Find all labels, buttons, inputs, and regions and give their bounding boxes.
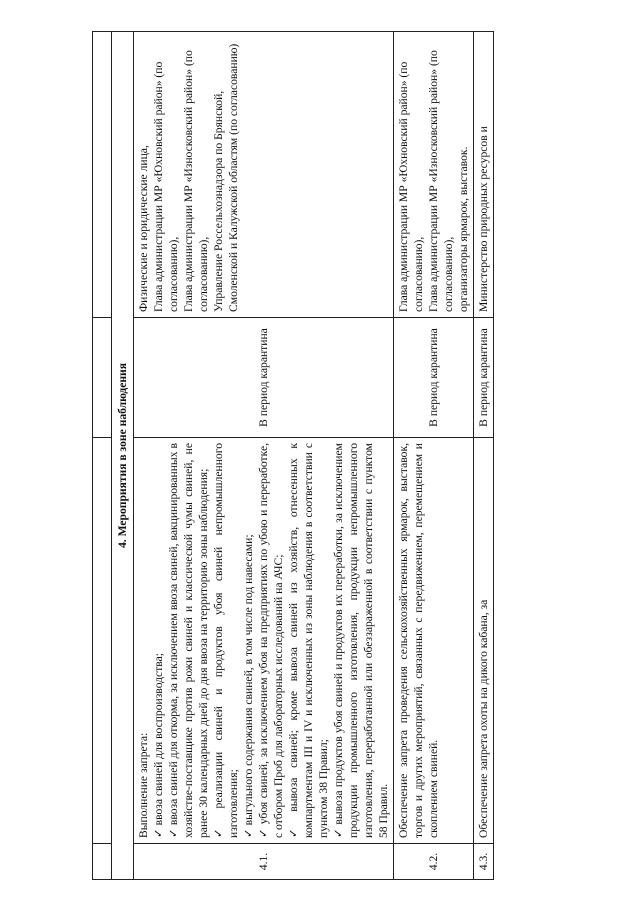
action-line: ✓ вывоза свиней; кроме вывоза свиней из хозяйств, отнесенных к компартментам III и IV и исключенных из зоны наблюдения в соответствии с пунктом 38 Правил; — [287, 443, 330, 838]
rotated-table-sheet — [92, 32, 584, 880]
responsible-line: Физические и юридические лица, — [137, 145, 150, 312]
action-line: ✓ реализации свиней и продуктов убоя свиней непромышленного изготовления; — [212, 443, 240, 838]
action-line: Обеспечение запрета проведения сельскохозяйственных ярмарок, выставок, торгов и других мероприятий, связанных с передвижением, перемещением и скоплением свиней. — [397, 443, 440, 838]
responsible-cell — [134, 32, 394, 318]
action-line: ✓ выгульного содержания свиней, в том числе под навесами; — [242, 534, 255, 838]
table-row — [394, 32, 474, 880]
action-line: Обеспечение запрета охоты на дикого кабана, за — [477, 599, 490, 838]
action-line: ✓ убоя свиней, за исключением убоя на предприятиях по убою и переработке, с отбором Проб для лабораторных исследований на АЧС; — [257, 443, 285, 838]
responsible-line: Глава администрации МР «Юхновский район» (по согласованию), — [397, 61, 425, 312]
responsible-line: Глава администрации МР «Износковский район» (по согласованию), — [182, 50, 210, 312]
action-cell — [394, 438, 474, 844]
term-cell: В период карантина — [134, 318, 394, 438]
action-cell — [134, 438, 394, 844]
action-cell — [474, 438, 494, 844]
action-line: ✓ ввоза свиней для откорма, за исключением ввоза свиней, вакцинированных в хозяйстве-поставщике против рожи свиней и классической чумы свиней, не ранее 30 календарных дней до дня ввоза на территорию зоны наблюдения; — [167, 443, 210, 838]
responsible-line: Глава администрации МР «Износковский район» (по согласованию), — [427, 50, 455, 312]
measures-table — [92, 31, 494, 880]
row-number: 4.1. — [134, 844, 394, 880]
responsible-line: организаторы ярмарок, выставок. — [457, 146, 470, 312]
term-cell: В период карантина — [474, 318, 494, 438]
responsible-line: Глава администрации МР «Юхновский район» (по согласованию), — [152, 61, 180, 312]
section-title: 4. Мероприятия в зоне наблюдения — [112, 32, 134, 880]
action-line: ✓ ввоза свиней для воспроизводства; — [152, 653, 165, 838]
table-row — [134, 32, 394, 880]
action-line: ✓ вывоза продуктов убоя свиней и продуктов их переработки, за исключением продукции промышленного изготовления, продукции непромышленного изготовления, переработанной или обеззараженной в соответствии с пунктом 58 Правил. — [332, 443, 390, 838]
table-row — [474, 32, 494, 880]
term-cell: В период карантина — [394, 318, 474, 438]
action-line: Выполнение запрета: — [137, 732, 150, 838]
row-number: 4.2. — [394, 844, 474, 880]
responsible-cell — [474, 32, 494, 318]
section-header-row — [112, 32, 134, 880]
responsible-cell — [394, 32, 474, 318]
row-number: 4.3. — [474, 844, 494, 880]
top-empty-row — [93, 32, 112, 880]
responsible-line: Министерство природных ресурсов и — [477, 126, 490, 312]
responsible-line: Управление Россельхознадзора по Брянской, Смоленской и Калужской областям (по согласованию) — [212, 43, 240, 312]
table-body — [134, 32, 494, 880]
